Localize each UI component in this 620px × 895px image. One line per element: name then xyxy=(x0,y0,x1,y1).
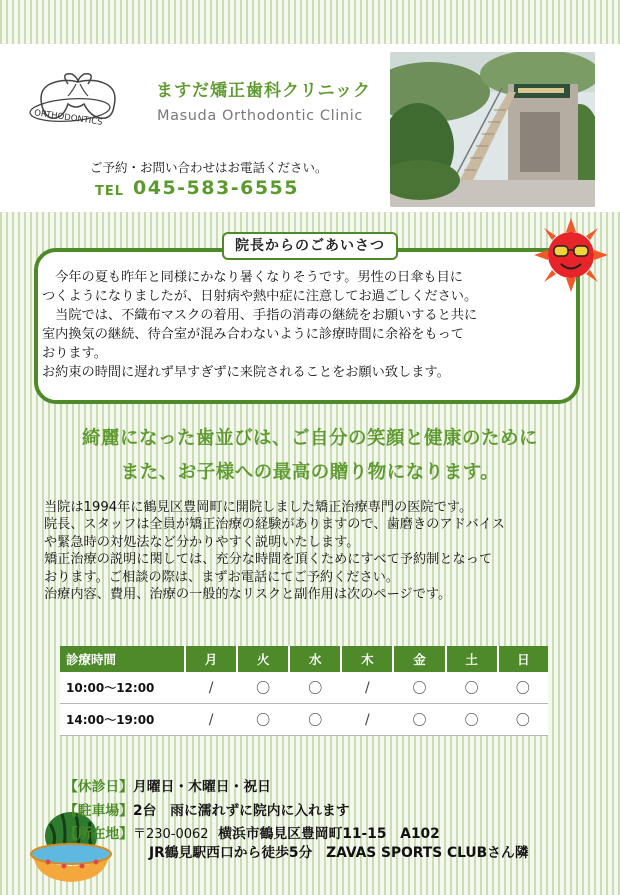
contact-note: ご予約・お問い合わせはお電話ください。 xyxy=(90,160,328,175)
schedule-mark: 〇 xyxy=(446,704,498,736)
schedule-time: 10:00〜12:00 xyxy=(60,672,185,704)
schedule-mark: / xyxy=(185,704,237,736)
schedule-mark: 〇 xyxy=(446,672,498,704)
schedule-mark: 〇 xyxy=(289,672,341,704)
parking-value: 2台 雨に濡れずに院内に入れます xyxy=(132,803,350,819)
day-header: 月 xyxy=(185,646,237,672)
intro-line: や緊急時の対処法など分かりやすく説明いたします。 xyxy=(44,534,360,550)
address xyxy=(64,822,440,842)
tagline-line-2: また、お子様への最高の贈り物になります。 xyxy=(120,462,500,483)
greeting-line: お約束の時間に遅れず早すぎずに来院されることをお願い致します。 xyxy=(42,365,450,380)
schedule-mark: / xyxy=(185,672,237,704)
schedule-mark: 〇 xyxy=(393,672,445,704)
day-header: 木 xyxy=(341,646,393,672)
greeting-line: 室内換気の継続、待合室が混み合わないように診療時間に余裕をもって xyxy=(42,327,464,342)
day-header: 土 xyxy=(446,646,498,672)
address-label: 【所在地】 xyxy=(64,826,133,842)
schedule-mark: 〇 xyxy=(289,704,341,736)
closed-days-value: 月曜日・木曜日・祝日 xyxy=(132,779,271,795)
access-info: JR鶴見駅西口から徒歩5分 ZAVAS SPORTS CLUBさん隣 xyxy=(149,845,529,861)
schedule-row xyxy=(60,672,548,704)
intro-text xyxy=(44,499,604,603)
sun-with-sunglasses-icon xyxy=(534,218,608,292)
greeting-line: おります。 xyxy=(42,346,107,361)
tel-number[interactable]: 045-583-6555 xyxy=(133,177,299,199)
schedule-header-row xyxy=(60,646,548,672)
intro-line: 当院は1994年に鶴見区豊岡町に開院しました矯正治療専門の医院です。 xyxy=(44,500,473,515)
schedule-mark: / xyxy=(341,704,393,736)
schedule-header-label: 診療時間 xyxy=(60,646,185,672)
greeting-line: 当院では、不織布マスクの着用、手指の消毒の継続をお願いすると共に xyxy=(42,308,478,323)
greeting-line: つくようになりましたが、日射病や熱中症に注意してお過ごしください。 xyxy=(42,289,478,304)
clinic-name-jp: ますだ矯正歯科クリニック xyxy=(156,81,371,101)
greeting-title: 院長からのごあいさつ xyxy=(222,232,398,260)
header-band xyxy=(0,44,620,212)
address-value: 横浜市鶴見区豊岡町11-15 A102 xyxy=(218,826,440,842)
schedule-mark: 〇 xyxy=(237,672,289,704)
intro-line: 矯正治療の説明に関しては、充分な時間を頂くためにすべて予約制となって xyxy=(44,552,493,568)
schedule-mark: 〇 xyxy=(393,704,445,736)
day-header: 金 xyxy=(393,646,445,672)
intro-line: おります。ご相談の際は、まずお電話にてご予約ください。 xyxy=(44,569,400,585)
day-header: 火 xyxy=(237,646,289,672)
parking xyxy=(64,799,350,819)
schedule-mark: 〇 xyxy=(498,704,548,736)
greeting-body xyxy=(42,268,574,382)
intro-line: 院長、スタッフは全員が矯正治療の経験がありますので、歯磨きのアドバイス xyxy=(44,517,505,533)
schedule-row xyxy=(60,704,548,736)
tooth-bow-logo xyxy=(28,62,138,132)
intro-line: 治療内容、費用、治療の一般的なリスクと副作用は次のページです。 xyxy=(44,587,452,603)
day-header: 水 xyxy=(289,646,341,672)
closed-days xyxy=(64,775,271,795)
tagline-line-1: 綺麗になった歯並びは、ご自分の笑顔と健康のために xyxy=(81,428,538,449)
schedule-mark: 〇 xyxy=(498,672,548,704)
svg-text:ORTHODONTICS: ORTHODONTICS xyxy=(33,108,104,128)
postal-code: 〒230-0062 xyxy=(132,827,209,842)
schedule-mark: 〇 xyxy=(237,704,289,736)
clinic-name-en: Masuda Orthodontic Clinic xyxy=(157,108,363,124)
schedule-table xyxy=(60,646,548,736)
closed-days-label: 【休診日】 xyxy=(64,779,133,795)
clinic-entrance-photo xyxy=(390,52,595,207)
tel-label: TEL xyxy=(95,184,125,199)
schedule-time: 14:00〜19:00 xyxy=(60,704,185,736)
greeting-line: 今年の夏も昨年と同様にかなり暑くなりそうです。男性の日傘も目に xyxy=(42,270,463,285)
schedule-mark: / xyxy=(341,672,393,704)
day-header: 日 xyxy=(498,646,548,672)
parking-label: 【駐車場】 xyxy=(64,803,133,819)
